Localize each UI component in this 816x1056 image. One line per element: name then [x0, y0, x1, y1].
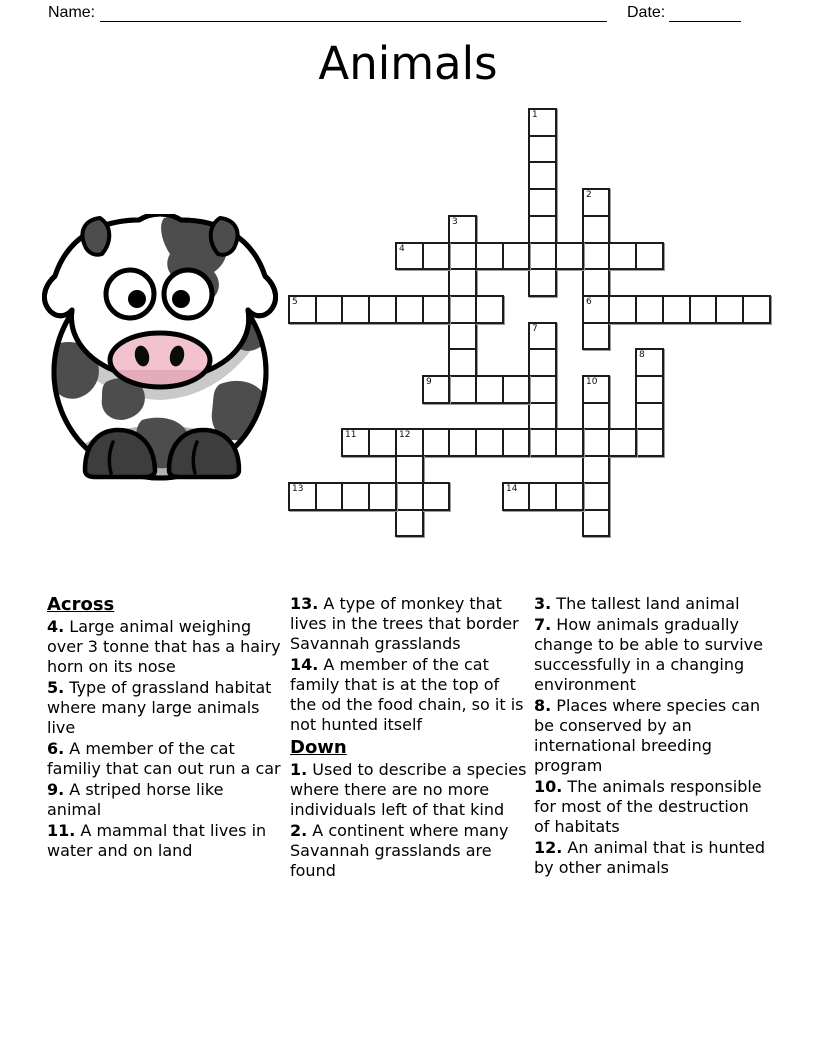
- crossword-grid: [289, 109, 770, 537]
- crossword-cell[interactable]: [635, 402, 664, 430]
- clue-down-10: 10. The animals responsible for most of the destruction of habitats: [534, 777, 762, 836]
- crossword-cell[interactable]: [341, 428, 370, 457]
- crossword-cell[interactable]: [368, 482, 397, 511]
- crossword-cell[interactable]: [715, 295, 744, 324]
- cell-clue-number: 5: [292, 297, 298, 307]
- crossword-cell[interactable]: [582, 375, 610, 404]
- cow-horn-left: [82, 218, 109, 255]
- cow-horn-right: [211, 218, 238, 255]
- crossword-cell[interactable]: [582, 215, 610, 244]
- cell-clue-number: 10: [586, 377, 598, 387]
- crossword-cell[interactable]: [662, 295, 691, 324]
- clue-across-11: 11. A mammal that lives in water and on land: [47, 821, 267, 860]
- crossword-cell[interactable]: [528, 188, 557, 217]
- crossword-cell[interactable]: [528, 402, 557, 430]
- crossword-cell[interactable]: [582, 242, 610, 270]
- crossword-cell[interactable]: [528, 348, 557, 377]
- cell-clue-number: 1: [532, 110, 538, 120]
- crossword-cell[interactable]: [742, 295, 771, 324]
- date-label: Date:: [627, 4, 666, 21]
- cell-clue-number: 3: [452, 217, 458, 227]
- clue-down-3: 3. The tallest land animal: [534, 594, 740, 613]
- crossword-cell[interactable]: [502, 242, 530, 270]
- name-fill-line[interactable]: [100, 4, 607, 22]
- crossword-cell[interactable]: [582, 509, 610, 537]
- crossword-cell[interactable]: [528, 428, 557, 457]
- across-heading: Across: [47, 594, 115, 615]
- crossword-cell[interactable]: [448, 215, 477, 244]
- crossword-cell[interactable]: [422, 482, 450, 511]
- crossword-cell[interactable]: [528, 482, 557, 511]
- crossword-cell[interactable]: [528, 322, 557, 350]
- crossword-cell[interactable]: [555, 242, 584, 270]
- crossword-cell[interactable]: [448, 348, 477, 377]
- crossword-cell[interactable]: [448, 295, 477, 324]
- cell-clue-number: 8: [639, 350, 645, 360]
- crossword-cell[interactable]: [395, 242, 424, 270]
- cow-icon: [42, 214, 278, 497]
- crossword-cell[interactable]: [475, 428, 504, 457]
- cell-clue-number: 12: [399, 430, 411, 440]
- crossword-cell[interactable]: [448, 322, 477, 350]
- name-label: Name:: [48, 4, 96, 21]
- crossword-cell[interactable]: [368, 428, 397, 457]
- crossword-cell[interactable]: [582, 428, 610, 457]
- clues-column-1: [47, 594, 281, 861]
- clues-column-3: [534, 594, 767, 878]
- crossword-cell[interactable]: [422, 295, 450, 324]
- crossword-cell[interactable]: [635, 242, 664, 270]
- crossword-cell[interactable]: [635, 295, 664, 324]
- crossword-cell[interactable]: [395, 482, 424, 511]
- cell-clue-number: 4: [399, 244, 405, 254]
- clue-across-4: 4. Large animal weighing over 3 tonne that has a hairy horn on its nose: [47, 617, 281, 676]
- clue-down-8: 8. Places where species can be conserved by an international breeding program: [534, 696, 761, 775]
- crossword-cell[interactable]: [475, 375, 504, 404]
- crossword-cell[interactable]: [502, 375, 530, 404]
- crossword-cell[interactable]: [608, 428, 637, 457]
- crossword-cell[interactable]: [582, 295, 610, 324]
- crossword-cell[interactable]: [582, 322, 610, 350]
- crossword-cell[interactable]: [528, 268, 557, 297]
- clue-down-7: 7. How animals gradually change to be able to survive successfully in a changing environment: [534, 615, 763, 694]
- crossword-cell[interactable]: [288, 295, 317, 324]
- crossword-cell[interactable]: [528, 242, 557, 270]
- crossword-cell[interactable]: [341, 482, 370, 511]
- crossword-cell[interactable]: [502, 428, 530, 457]
- crossword-cell[interactable]: [288, 482, 317, 511]
- crossword-cell[interactable]: [528, 135, 557, 163]
- crossword-cell[interactable]: [475, 295, 504, 324]
- clue-down-2: 2. A continent where many Savannah grasslands are found: [290, 821, 509, 880]
- page-title: Animals: [318, 37, 498, 90]
- cell-clue-number: 13: [292, 484, 304, 494]
- crossword-cell[interactable]: [635, 348, 664, 377]
- crossword-cell[interactable]: [635, 428, 664, 457]
- crossword-cell[interactable]: [395, 509, 424, 537]
- crossword-cell[interactable]: [528, 215, 557, 244]
- crossword-cell[interactable]: [422, 428, 450, 457]
- crossword-cell[interactable]: [475, 242, 504, 270]
- crossword-cell[interactable]: [582, 482, 610, 511]
- cell-clue-number: 14: [506, 484, 518, 494]
- clue-across-14: 14. A member of the cat family that is at the top of the od the food chain, so it is not hunted itself: [290, 655, 524, 734]
- crossword-cell[interactable]: [689, 295, 717, 324]
- crossword-cell[interactable]: [582, 402, 610, 430]
- crossword-cell[interactable]: [422, 375, 450, 404]
- crossword-cell[interactable]: [528, 375, 557, 404]
- down-heading: Down: [290, 737, 347, 758]
- crossword-cell[interactable]: [368, 295, 397, 324]
- crossword-cell[interactable]: [502, 482, 530, 511]
- cell-clue-number: 11: [345, 430, 357, 440]
- crossword-cell[interactable]: [422, 242, 450, 270]
- crossword-cell[interactable]: [582, 455, 610, 484]
- crossword-cell[interactable]: [608, 242, 637, 270]
- crossword-cell[interactable]: [528, 108, 557, 137]
- crossword-cell[interactable]: [448, 268, 477, 297]
- crossword-cell[interactable]: [582, 268, 610, 297]
- clue-across-5: 5. Type of grassland habitat where many large animals live: [47, 678, 272, 737]
- cell-clue-number: 9: [426, 377, 432, 387]
- cell-clue-number: 6: [586, 297, 592, 307]
- cell-clue-number: 2: [586, 190, 592, 200]
- crossword-cell[interactable]: [448, 375, 477, 404]
- crossword-cell[interactable]: [608, 295, 637, 324]
- clue-across-6: 6. A member of the cat familiy that can out run a car: [47, 739, 281, 778]
- crossword-cell[interactable]: [341, 295, 370, 324]
- crossword-cell[interactable]: [555, 482, 584, 511]
- crossword-cell[interactable]: [582, 188, 610, 217]
- crossword-cell[interactable]: [448, 428, 477, 457]
- crossword-cell[interactable]: [555, 428, 584, 457]
- crossword-cell[interactable]: [315, 295, 343, 324]
- cell-clue-number: 7: [532, 324, 538, 334]
- crossword-cell[interactable]: [395, 295, 424, 324]
- crossword-cell[interactable]: [448, 242, 477, 270]
- clue-across-9: 9. A striped horse like animal: [47, 780, 224, 819]
- crossword-cell[interactable]: [395, 455, 424, 484]
- clues-column-2: [290, 594, 530, 881]
- crossword-cell[interactable]: [395, 428, 424, 457]
- clue-down-12: 12. An animal that is hunted by other animals: [534, 838, 766, 877]
- clue-across-13: 13. A type of monkey that lives in the trees that border Savannah grasslands: [290, 594, 519, 653]
- crossword-cell[interactable]: [635, 375, 664, 404]
- clue-down-1: 1. Used to describe a species where there are no more individuals left of that kind: [290, 760, 527, 819]
- crossword-cell[interactable]: [528, 161, 557, 190]
- crossword-cell[interactable]: [315, 482, 343, 511]
- date-fill-line[interactable]: [669, 4, 741, 22]
